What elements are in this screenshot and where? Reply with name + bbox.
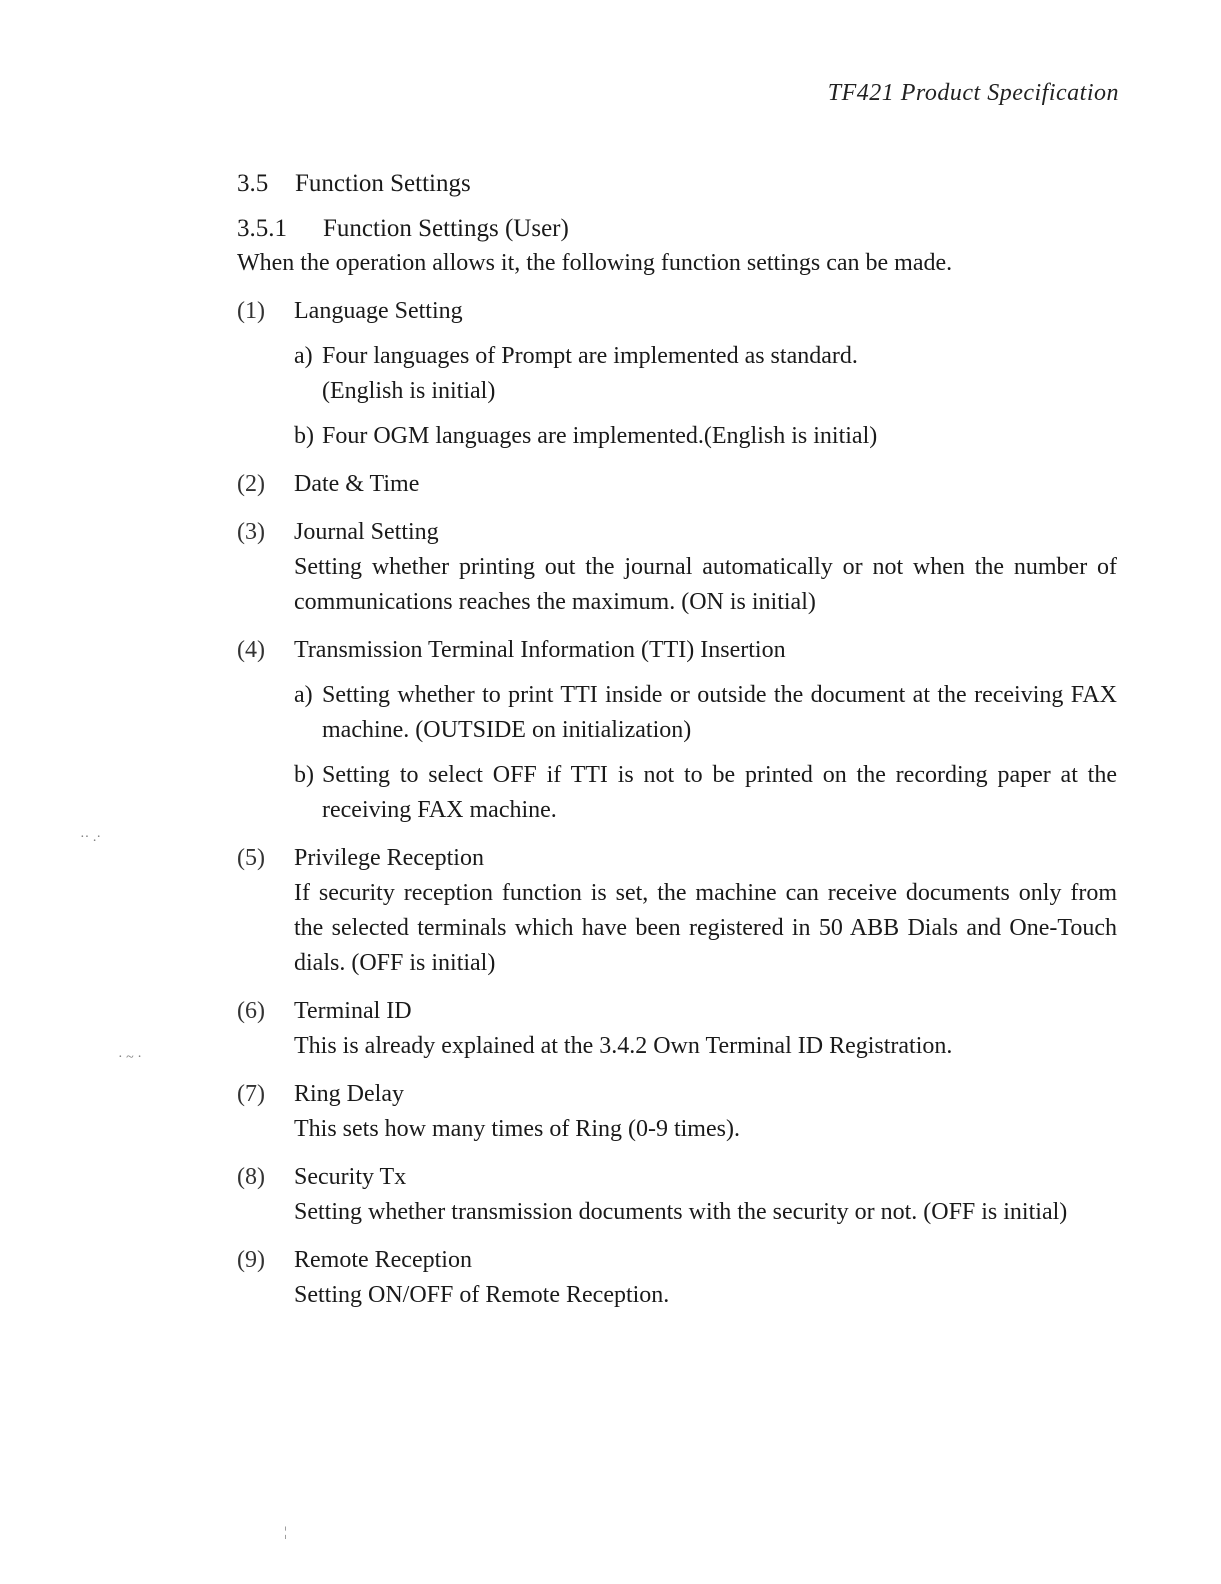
- item-terminal-id: [237, 994, 1117, 1064]
- item-description: This is already explained at the 3.4.2 Own Terminal ID Registration.: [294, 1033, 953, 1059]
- subsection-heading: [237, 211, 1117, 246]
- item-title: Security Tx: [294, 1164, 407, 1190]
- sub-item-label: a): [294, 343, 313, 369]
- sub-item: [237, 678, 1117, 748]
- item-description: If security reception function is set, the machine can receive documents only from the selected terminals which have been registered in 50 ABB Dials and One-Touch dials. (OFF is initial): [294, 880, 1117, 976]
- item-date-time: [237, 467, 1117, 502]
- sub-item-text: Four OGM languages are implemented.(English is initial): [322, 423, 878, 449]
- sub-item: [237, 758, 1117, 828]
- item-description: Setting ON/OFF of Remote Reception.: [294, 1282, 670, 1308]
- item-number: (4): [237, 637, 265, 663]
- item-number: (5): [237, 845, 265, 871]
- item-remote-reception: [237, 1243, 1117, 1313]
- item-title: Ring Delay: [294, 1081, 404, 1107]
- sub-item-text-continued: (English is initial): [322, 378, 496, 404]
- sub-item-text: Four languages of Prompt are implemented as standard.: [322, 343, 858, 369]
- item-privilege-reception: [237, 841, 1117, 981]
- sub-item-label: b): [294, 423, 314, 449]
- sub-item-text: Setting whether to print TTI inside or outside the document at the receiving FAX machine. (OUTSIDE on initialization): [322, 682, 1117, 743]
- item-title: Journal Setting: [294, 519, 439, 545]
- item-title: Terminal ID: [294, 998, 412, 1024]
- item-number: (1): [237, 298, 265, 324]
- item-title: Language Setting: [294, 298, 463, 324]
- sub-item: [237, 339, 1117, 409]
- running-header: TF421 Product Specification: [827, 80, 1119, 106]
- scan-speck: ·· .·: [80, 830, 101, 845]
- item-description: This sets how many times of Ring (0-9 times).: [294, 1116, 740, 1142]
- sub-item-text: Setting to select OFF if TTI is not to be printed on the recording paper at the receiving FAX machine.: [322, 762, 1117, 823]
- item-security-tx: [237, 1160, 1117, 1230]
- section-heading: [237, 166, 1117, 201]
- item-description: Setting whether transmission documents with the security or not. (OFF is initial): [294, 1199, 1068, 1225]
- sub-item: [237, 419, 1117, 454]
- sub-item-label: a): [294, 682, 313, 708]
- section-number: 3.5: [237, 170, 269, 197]
- item-number: (7): [237, 1081, 265, 1107]
- item-language-setting: [237, 294, 1117, 454]
- sub-item-label: b): [294, 762, 314, 788]
- item-title: Remote Reception: [294, 1247, 472, 1273]
- scan-speck: · ~ ·: [118, 1050, 142, 1065]
- item-title: Date & Time: [294, 471, 420, 497]
- item-tti-insertion: [237, 633, 1117, 828]
- item-number: (6): [237, 998, 265, 1024]
- subsection-number: 3.5.1: [237, 215, 287, 242]
- item-number: (9): [237, 1247, 265, 1273]
- item-title: Privilege Reception: [294, 845, 484, 871]
- scan-speck: ¦: [284, 1525, 287, 1540]
- item-ring-delay: [237, 1077, 1117, 1147]
- intro-paragraph: When the operation allows it, the following function settings can be made.: [237, 250, 953, 276]
- item-journal-setting: [237, 515, 1117, 620]
- document-body: [237, 166, 1117, 1313]
- section-title: Function Settings: [295, 170, 471, 197]
- item-title: Transmission Terminal Information (TTI) Insertion: [294, 637, 786, 663]
- item-number: (2): [237, 471, 265, 497]
- item-number: (3): [237, 519, 265, 545]
- item-description: Setting whether printing out the journal automatically or not when the number of communications reaches the maximum. (ON is initial): [294, 554, 1117, 615]
- item-number: (8): [237, 1164, 265, 1190]
- subsection-title: Function Settings (User): [323, 215, 569, 242]
